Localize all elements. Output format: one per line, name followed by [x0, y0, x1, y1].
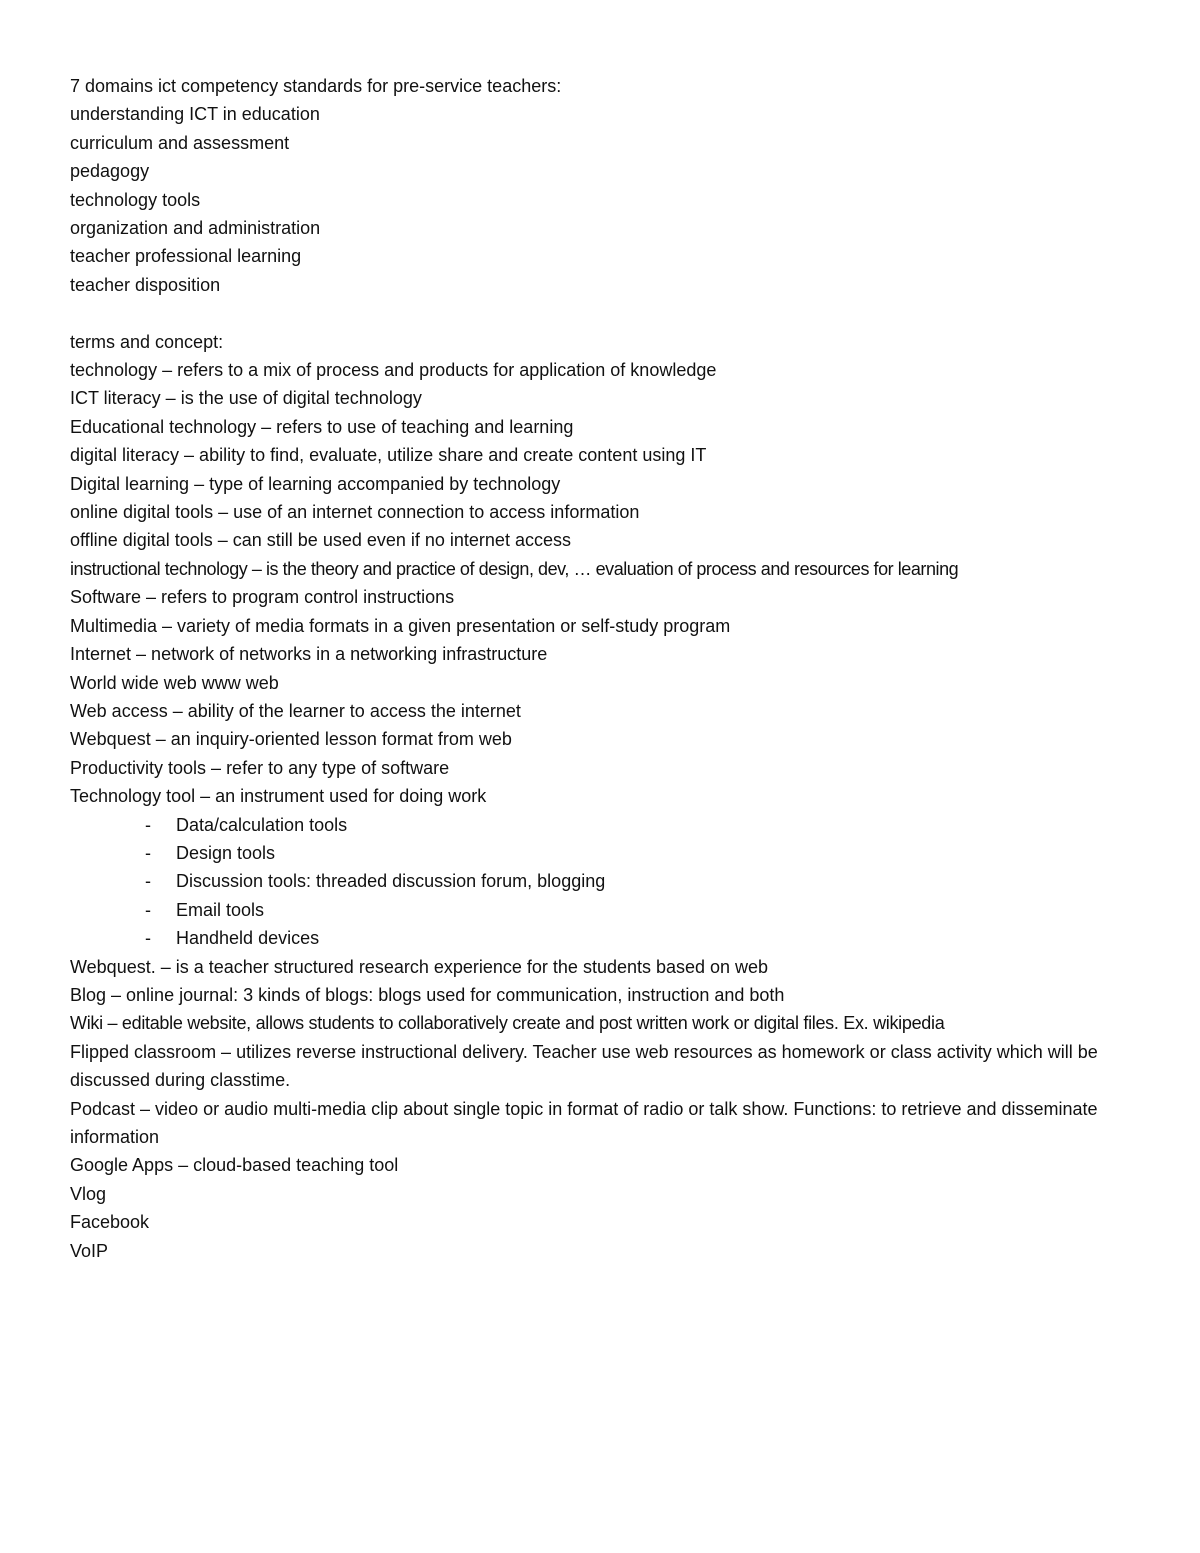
bullet-marker: - [145, 814, 151, 835]
term-item: Internet – network of networks in a networking infrastructure [70, 644, 548, 665]
term-item: digital literacy – ability to find, evaluate, utilize share and create content using IT [70, 445, 707, 466]
domain-item: understanding ICT in education [70, 104, 320, 125]
term-item: Vlog [70, 1183, 107, 1204]
term-item: Wiki – editable website, allows students to collaboratively create and post written work or digital files. Ex. wikipedia [70, 1013, 945, 1034]
term-item: Blog – online journal: 3 kinds of blogs: blogs used for communication, instruction and both [70, 984, 785, 1005]
bullet-item [70, 811, 1150, 839]
term-item: Multimedia – variety of media formats in a given presentation or self-study program [70, 615, 731, 636]
blank-line [70, 299, 1150, 327]
domain-item: pedagogy [70, 161, 150, 182]
term-item: Webquest – an inquiry-oriented lesson format from web [70, 729, 512, 750]
term-item: Podcast – video or audio multi-media clip about single topic in format of radio or talk show. Functions: to retrieve and disseminate information [70, 1098, 1098, 1148]
term-item: online digital tools – use of an internet connection to access information [70, 502, 640, 523]
term-item: World wide web www web [70, 672, 279, 693]
bullet-text: Design tools [176, 842, 276, 863]
term-item: Software – refers to program control instructions [70, 587, 455, 608]
term-item: Digital learning – type of learning accompanied by technology [70, 473, 561, 494]
bullet-marker: - [145, 928, 151, 949]
bullet-text: Data/calculation tools [176, 814, 348, 835]
bullet-text: Handheld devices [176, 928, 320, 949]
bullet-marker: - [145, 899, 151, 920]
bullet-item [70, 867, 1150, 895]
bullet-item [70, 924, 1150, 952]
terms-heading: terms and concept: [70, 331, 224, 352]
bullet-item [70, 839, 1150, 867]
bullet-marker: - [145, 842, 151, 863]
term-item: Webquest. – is a teacher structured research experience for the students based on web [70, 956, 769, 977]
term-item: Productivity tools – refer to any type of software [70, 757, 450, 778]
term-item: Technology tool – an instrument used for doing work [70, 786, 487, 807]
domain-item: teacher professional learning [70, 246, 302, 267]
bullet-marker: - [145, 871, 151, 892]
term-item: technology – refers to a mix of process and products for application of knowledge [70, 360, 717, 381]
term-item: offline digital tools – can still be used even if no internet access [70, 530, 571, 551]
term-item: Web access – ability of the learner to access the internet [70, 700, 521, 721]
bullet-text: Discussion tools: threaded discussion forum, blogging [176, 871, 606, 892]
bullet-item [70, 896, 1150, 924]
term-item: VoIP [70, 1240, 109, 1261]
term-item: ICT literacy – is the use of digital technology [70, 388, 422, 409]
term-item: Educational technology – refers to use of teaching and learning [70, 416, 574, 437]
term-item: Facebook [70, 1212, 150, 1233]
document-page [70, 72, 1150, 1265]
term-item: Flipped classroom – utilizes reverse instructional delivery. Teacher use web resources as homework or class activity which will be discussed during classtime. [70, 1041, 1098, 1091]
domain-item: teacher disposition [70, 274, 221, 295]
domain-item: technology tools [70, 189, 201, 210]
domains-heading: 7 domains ict competency standards for pre-service teachers: [70, 76, 562, 96]
term-item: instructional technology – is the theory and practice of design, dev, … evaluation of process and resources for learning [70, 558, 959, 579]
domain-item: organization and administration [70, 218, 321, 239]
term-item: Google Apps – cloud-based teaching tool [70, 1155, 399, 1176]
bullet-text: Email tools [176, 899, 265, 920]
domain-item: curriculum and assessment [70, 132, 290, 153]
